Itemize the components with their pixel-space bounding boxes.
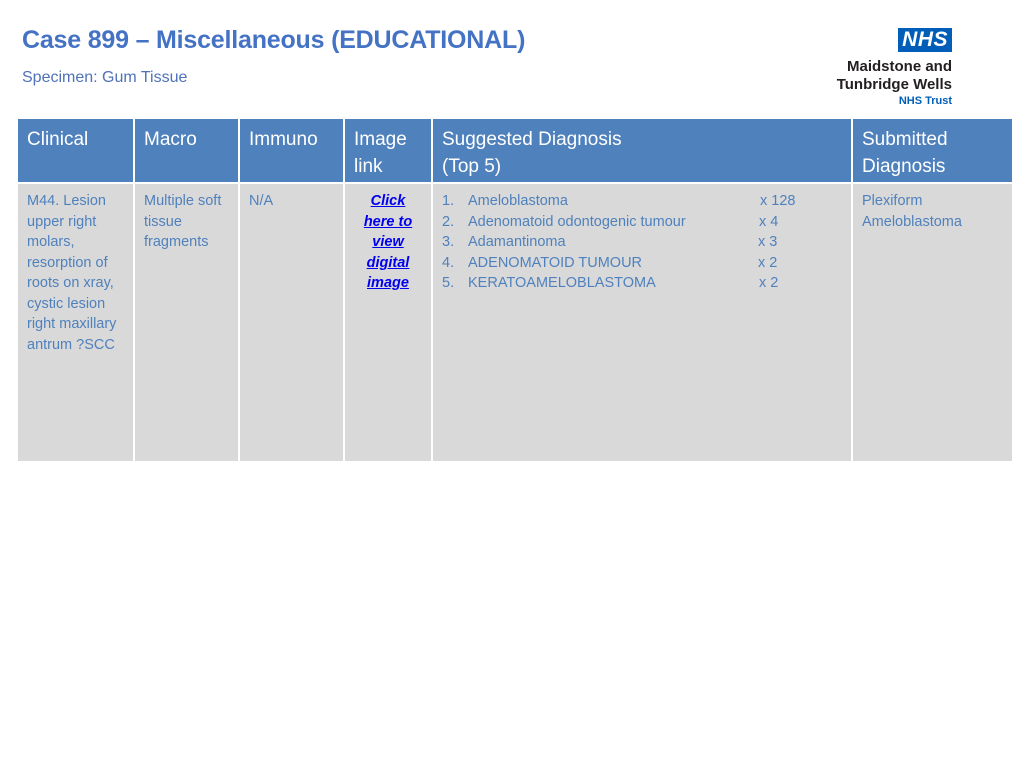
- diagnosis-rank: 3.: [442, 234, 455, 250]
- header-clinical: Clinical: [17, 118, 134, 183]
- case-table: [16, 117, 1014, 463]
- header-immuno: Immuno: [239, 118, 344, 183]
- header-submitted-line1: Submitted: [862, 129, 948, 150]
- image-link-cell: [344, 183, 432, 462]
- org-name-line2: Tunbridge Wells: [836, 76, 952, 93]
- header-suggested-diagnosis: [432, 118, 852, 183]
- list-item: [442, 273, 842, 294]
- list-item: [442, 253, 842, 274]
- header-macro: Macro: [134, 118, 239, 183]
- list-item: [442, 232, 842, 253]
- header-row: [17, 118, 1013, 183]
- diagnosis-name: KERATOAMELOBLASTOMA: [468, 275, 656, 291]
- nhs-badge: NHS: [898, 28, 952, 52]
- diagnosis-count: x 4: [759, 213, 779, 230]
- specimen-label: Specimen: Gum Tissue: [22, 69, 188, 86]
- digital-image-link[interactable]: Click here to view digital image: [363, 193, 413, 291]
- nhs-logo: [812, 28, 952, 110]
- header-image-link: Image link: [344, 118, 432, 183]
- table-row: [17, 183, 1013, 462]
- header-suggested-line1: Suggested Diagnosis: [442, 129, 622, 150]
- header-submitted-line2: Diagnosis: [862, 156, 946, 177]
- diagnosis-rank: 2.: [442, 213, 455, 230]
- diagnosis-count: x 128: [760, 193, 796, 209]
- macro-cell: Multiple soft tissue fragments: [134, 183, 239, 462]
- diagnosis-rank: 5.: [442, 275, 455, 291]
- diagnosis-count: x 3: [758, 234, 778, 250]
- immuno-cell: N/A: [239, 183, 344, 462]
- diagnosis-name: Ameloblastoma: [468, 193, 568, 209]
- diagnosis-rank: 4.: [442, 254, 455, 271]
- clinical-cell: M44. Lesion upper right molars, resorption of roots on xray, cystic lesion right maxillary antrum ?SCC: [17, 183, 134, 462]
- header-submitted-diagnosis: [852, 118, 1013, 183]
- diagnosis-rank: 1.: [442, 193, 455, 209]
- list-item: [442, 191, 842, 212]
- diagnosis-count: x 2: [759, 275, 779, 291]
- submitted-diagnosis-cell: Plexiform Ameloblastoma: [852, 183, 1013, 462]
- page-title: Case 899 – Miscellaneous (EDUCATIONAL): [22, 26, 526, 54]
- diagnosis-count: x 2: [758, 254, 778, 271]
- org-name-line1: Maidstone and: [846, 58, 952, 75]
- diagnosis-name: Adenomatoid odontogenic tumour: [468, 213, 686, 230]
- header-suggested-line2: (Top 5): [442, 156, 502, 177]
- trust-label: NHS Trust: [898, 95, 952, 107]
- suggested-diagnosis-list: [442, 191, 842, 294]
- suggested-diagnosis-cell: [432, 183, 852, 462]
- diagnosis-name: ADENOMATOID TUMOUR: [468, 254, 643, 271]
- list-item: [442, 212, 842, 233]
- diagnosis-name: Adamantinoma: [468, 234, 566, 250]
